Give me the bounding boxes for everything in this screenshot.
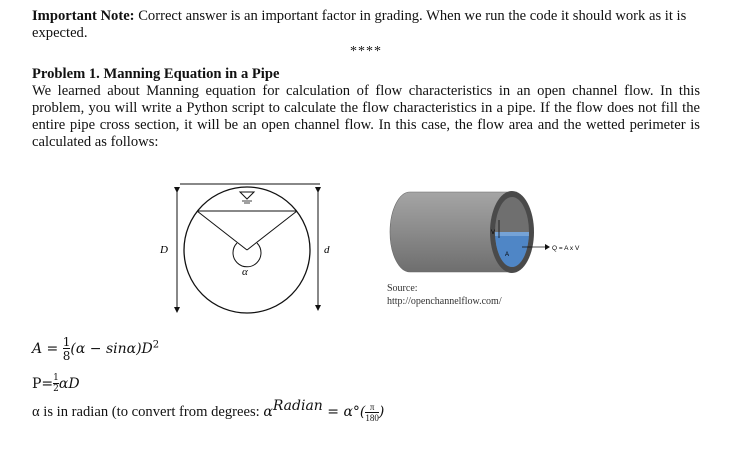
problem-description: We learned about Manning equation for calculation of flow characteristics in an open channel flow. In this problem, you will write a Python script to calculate the flow characteristics in a pipe. If the flow does not fill the entire pipe cross section, it will be an open channel flow. In this case, the flow area and the wetted perimeter is calculated as follows: — [32, 83, 700, 150]
section-separator: **** — [350, 44, 382, 59]
perimeter-equation: P= $\frac{1}{2}$ αD — [32, 373, 80, 394]
note-text: Correct answer is an important factor in grading. When we run the code it should work as it is expected. — [32, 8, 687, 41]
source-url: http://openchannelflow.com/ — [387, 296, 502, 307]
image-source-citation — [387, 282, 502, 308]
problem-title: Problem 1. Manning Equation in a Pipe — [32, 66, 280, 82]
alpha-label: α — [242, 266, 248, 278]
pipe-cross-section-diagram — [140, 180, 350, 320]
area-label: A — [505, 252, 510, 258]
discharge-label: Q = A x V — [552, 245, 580, 252]
depth-label: d — [324, 244, 330, 256]
area-fraction: $\frac{1}{8}$ — [62, 335, 71, 363]
perimeter-fraction: $\frac{1}{2}$ — [53, 373, 59, 394]
note-label: Important Note: — [32, 8, 135, 24]
area-equation: A = $\frac{1}{8}$ $(\alpha - \sin\alpha)D^2$ — [32, 335, 160, 363]
water-surface-icon — [240, 192, 254, 199]
source-label: Source: — [387, 283, 418, 294]
diameter-label: D — [160, 244, 168, 256]
radian-conversion-note: α is in radian (to convert from degrees: αRadian = α°( $\frac{\pi}{180}$ ) — [32, 398, 385, 423]
important-note — [32, 8, 700, 42]
velocity-label: V — [491, 230, 496, 236]
radian-fraction: $\frac{\pi}{180}$ — [365, 401, 379, 423]
pipe-flow-illustration — [382, 180, 622, 280]
